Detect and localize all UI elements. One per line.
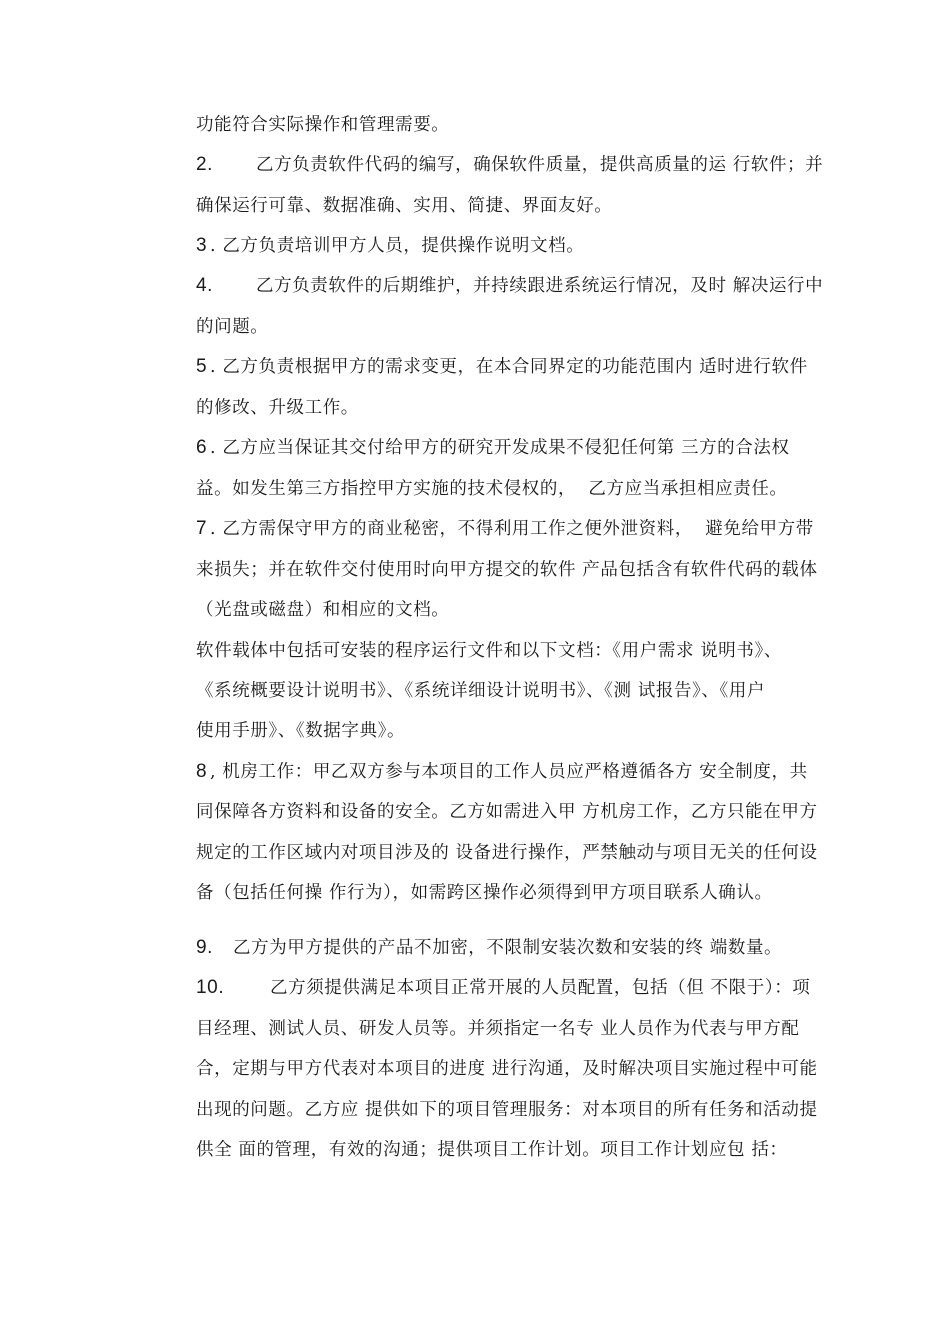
- list-item-6: [196, 437, 790, 459]
- item-number: 8: [196, 761, 208, 782]
- line-text: 益。如发生第三方指控甲方实施的技术侵权的， 乙方应当承担相应责任。: [196, 479, 788, 499]
- line-text: 软件载体中包括可安装的程序运行文件和以下文档：《用户需求 说明书》、: [196, 641, 782, 661]
- paragraph-line: [196, 680, 765, 702]
- line-text: . 乙方负责培训甲方人员，提供操作说明文档。: [210, 236, 585, 256]
- line-text: 功能符合实际操作和管理需要。: [196, 115, 450, 135]
- line-text: 出现的问题。乙方应 提供如下的项目管理服务：对本项目的所有任务和活动提: [196, 1100, 818, 1120]
- line-text: . 乙方需保守甲方的商业秘密，不得利用工作之便外泄资料， 避免给甲方带: [210, 519, 814, 539]
- line-text: 同保障各方资料和设备的安全。乙方如需进入甲 方机房工作，乙方只能在甲方: [196, 802, 818, 822]
- paragraph-line: [196, 720, 405, 742]
- item-number: 5: [196, 356, 208, 377]
- paragraph-line: [196, 1018, 799, 1040]
- line-text: 乙方负责软件的后期维护，并持续跟进系统运行情况，及时 解决运行中: [256, 276, 824, 296]
- paragraph-line: [196, 842, 818, 864]
- paragraph-line: [196, 478, 788, 500]
- line-text: 使用手册》、《数据字典》。: [196, 721, 406, 741]
- list-item-4: [196, 275, 823, 297]
- item-number: 4.: [196, 275, 214, 296]
- item-number: 9.: [196, 937, 214, 958]
- list-item-8: [196, 761, 808, 783]
- line-text: 来损失；并在软件交付使用时向甲方提交的软件 产品包括含有软件代码的载体: [196, 560, 818, 580]
- item-number: 3: [196, 235, 208, 256]
- list-item-2: [196, 154, 823, 176]
- line-text: 确保运行可靠、数据准确、实用、简捷、界面友好。: [196, 196, 613, 216]
- line-text: . 乙方应当保证其交付给甲方的研究开发成果不侵犯任何第 三方的合法权: [210, 438, 790, 458]
- line-text: , 机房工作：甲乙双方参与本项目的工作人员应严格遵循各方 安全制度，共: [210, 762, 808, 782]
- line-text: . 乙方负责根据甲方的需求变更，在本合同界定的功能范围内 适时进行软件: [210, 357, 808, 377]
- list-item-3: [196, 235, 584, 257]
- line-text: 规定的工作区域内对项目涉及的 设备进行操作，严禁触动与项目无关的任何设: [196, 843, 818, 863]
- paragraph-line: [196, 640, 782, 662]
- paragraph-line: [196, 801, 818, 823]
- list-item-5: [196, 356, 808, 378]
- line-text: 乙方须提供满足本项目正常开展的人员配置，包括（但 不限于）：项: [270, 978, 811, 998]
- paragraph-line: [196, 397, 359, 419]
- item-number: 6: [196, 437, 208, 458]
- line-text: 供全 面的管理，有效的沟通；提供项目工作计划。项目工作计划应包 括：: [196, 1140, 788, 1160]
- list-item-7: [196, 518, 814, 540]
- paragraph-line: [196, 316, 268, 338]
- paragraph-line: [196, 559, 818, 581]
- paragraph-line: [196, 882, 773, 904]
- item-number: 2.: [196, 154, 214, 175]
- list-item-10: [196, 977, 810, 999]
- line-text: （光盘或磁盘）和相应的文档。: [196, 600, 450, 620]
- line-text: 目经理、测试人员、研发人员等。并须指定一名专 业人员作为代表与甲方配: [196, 1019, 800, 1039]
- line-text: 备（包括任何操 作行为），如需跨区操作必须得到甲方项目联系人确认。: [196, 883, 773, 903]
- line-text: 合，定期与甲方代表对本项目的进度 进行沟通，及时解决项目实施过程中可能: [196, 1059, 818, 1079]
- paragraph-line: [196, 599, 449, 621]
- line-text: 《系统概要设计说明书》、《系统详细设计说明书》、《测 试报告》、《用户: [196, 681, 766, 701]
- paragraph-line: [196, 114, 449, 136]
- line-text: 乙方负责软件代码的编写，确保软件质量，提供高质量的运 行软件；并: [256, 155, 824, 175]
- line-text: 的修改、升级工作。: [196, 398, 359, 418]
- paragraph-line: [196, 1058, 818, 1080]
- item-number: 7: [196, 518, 208, 539]
- item-number: 10.: [196, 977, 225, 998]
- paragraph-line: [196, 195, 612, 217]
- paragraph-line: [196, 1139, 788, 1161]
- paragraph-line: [196, 1099, 818, 1121]
- list-item-9: [196, 937, 782, 959]
- line-text: 乙方为甲方提供的产品不加密，不限制安装次数和安装的终 端数量。: [233, 938, 783, 958]
- line-text: 的问题。: [196, 317, 269, 337]
